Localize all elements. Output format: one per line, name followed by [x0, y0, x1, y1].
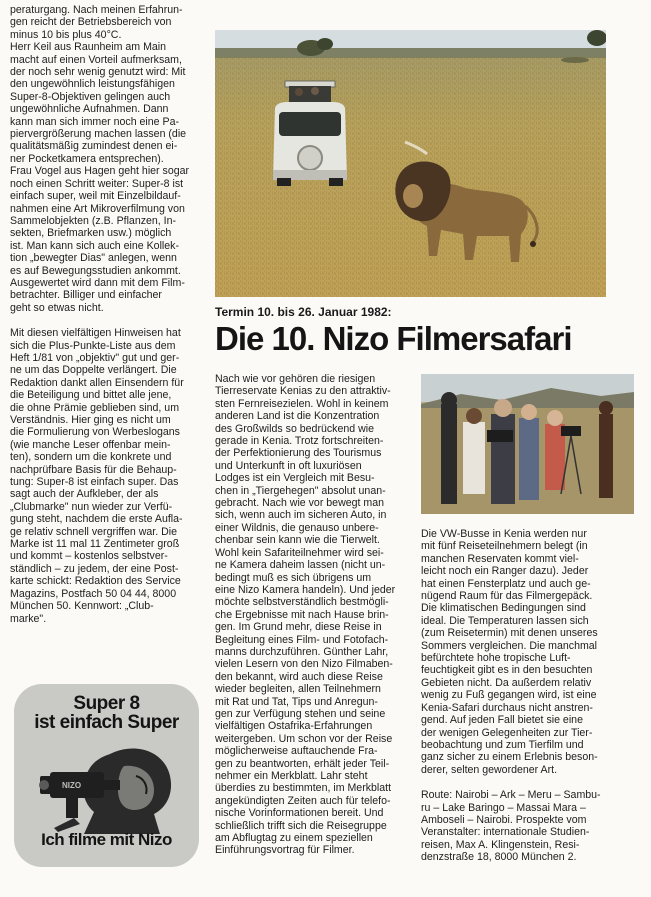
- sticker-slogan: Super 8 ist einfach Super: [34, 693, 179, 733]
- article-middle-column: [215, 373, 405, 857]
- sticker-tagline: Ich filme mit Nizo: [41, 830, 172, 849]
- safari-lion-photo: [215, 30, 606, 297]
- article-right-column: [421, 528, 636, 864]
- article-headline: Die 10. Nizo Filmersafari: [215, 320, 572, 357]
- article-body-right: Die VW-Busse in Kenia werden nur mit fünf Reiseteilnehmern belegt (in manchen Reservaten kommt viel- leicht noch ein Ranger dazu). Jeder hat einen Fensterplatz und auch ge- nügend Raum für das Filmergepäck. Die klimatischen Bedingungen sind ideal. Die Temperaturen lassen sich (zum Reisetermin) mit denen unseres Sommers vergleichen. Die manchmal befürchtete hohe tropische Luft- feuchtigkeit gibt es in den besuchten Gebieten nicht. Da außerdem relativ wenig zu Fuß gegangen wird, ist eine Kenia-Safari durchaus nicht anstren- gend. Auf jeden Fall bietet sie eine der wenigen Gelegenheiten zur Tier- beobachtung und zum Tierfilm und ganz sicher zu einem Erlebnis beson- derer, selten gewordener Art.: [421, 528, 598, 776]
- event-date-line: Termin 10. bis 26. Januar 1982:: [215, 305, 392, 319]
- left-paragraph-1: peraturgang. Nach meinen Erfahrun- gen reicht der Betriebsbereich von minus 10 bis plus 40°C. Herr Keil aus Raunheim am Main macht auf einen Vorteil aufmerksam, der noch sehr wenig genutzt wird: Mit den ungewöhnlich leistungsfähigen Super-8-Objektiven gelingen auch ungewöhnliche Aufnahmen. Dann kann man sich immer noch eine Pa- piervergrößerung machen lassen (die qualitätsmäßig zumindest denen ei- ner Pocketkamera entsprechen). Frau Vogel aus Hagen geht hier sogar noch einen Schritt weiter: Super-8 ist einfach super, weil mit Einzelbildauf- nahmen eine Art Mikroverfilmung von Sammelobjekten (z.B. Pflanzen, In- sekten, Briefmarken usw.) möglich ist. Man kann sich auch eine Kollek- tion „bewegter Dias" anlegen, wenn es auf Bewegungsstudien ankommt. Ausgewertet wird dann mit dem Film- betrachter. Billiger und einfacher geht so etwas nicht.: [10, 4, 190, 314]
- left-paragraph-2: Mit diesen vielfältigen Hinweisen hat sich die Plus-Punkte-Liste aus dem Heft 1/81 von „objektiv" gut und ger- ne um das Doppelte verlängert. Die Redaktion dankt allen Einsendern für die Beteiligung und bittet alle jene, die ohne Prämie geblieben sind, um Verständnis. Hier ging es nicht um die Formulierung von Werbeslogans (wie manche Leser offenbar mein- ten), sondern um die konkrete und nachprüfbare Basis für die Behaup- tung: Super-8 ist einfach super. Das sagt auch der Aufkleber, der als „Clubmarke" nun wieder zur Verfü- gung steht, nachdem die erste Aufla- ge relativ schnell vergriffen war. Die Marke ist 11 mal 11 Zentimeter groß und kommt – kostenlos selbstver- ständlich – zu jedem, der eine Post- karte schickt: Redaktion des Service Magazins, Postfach 50 04 44, 8000 München 50. Kennwort: „Club- marke".: [10, 327, 184, 625]
- article-body-middle: Nach wie vor gehören die riesigen Tierreservate Kenias zu den attraktiv- sten Fernreisezielen. Wohl in keinem anderen Land ist die Konzentration des Großwilds so bedrückend wie gerade in Kenia. Trotz fortschreiten- der Perfektionierung des Tourismus und Unterkunft in oft luxuriösen Lodges ist ein Vergleich mit Besu- chen in „Tiergehegen" absolut unan- gebracht. Nach wie vor bewegt man sich, wenn auch im sicheren Auto, in einer Wildnis, die genauso unbere- chenbar sein kann wie die Tierwelt. Wohl kein Safariteilnehmer wird sei- ne Kamera daheim lassen (nicht un- bedingt muß es sich übrigens um eine Nizo Kamera handeln). Und jeder möchte selbstverständlich bestmögli- che Ergebnisse mit nach Hause brin- gen. Im Grund mehr, diese Reise in Begleitung eines Film- und Fotofach- manns durchzuführen. Günther Lahr, vielen Lesern von den Nizo Filmaben- den bekannt, wird auch diese Reise wieder begleiten, allen Teilnehmern mit Rat und Tat, Tips und Anregun- gen zur Verfügung stehen und seine vielfältigen Ostafrika-Erfahrungen weitergeben. Um schon vor der Reise möglicherweise auftauchende Fra- gen zu beantworten, erhält jeder Teil- nehmer ein Merkblatt. Lahr steht überdies zu bestimmten, im Merkblatt angekündigten Zeiten auch für telefo- nische Vorinformationen bereit. Und schließlich trifft sich die Reisegruppe am Abflugtag zu einem speziellen Einführungsvortrag für Filmer.: [215, 373, 396, 857]
- svg-text:NIZO: NIZO: [62, 781, 82, 790]
- safari-group-photo: [421, 374, 634, 514]
- left-column: [10, 4, 202, 625]
- route-info: Route: Nairobi – Ark – Meru – Sambu- ru – Lake Baringo – Massai Mara – Amboseli – Nairobi. Prospekte vom Veranstalter: internationale Studien- reisen, Max A. Klingenstein, Resi- denzstraße 18, 8000 München 2.: [421, 789, 601, 864]
- super8-club-sticker: [14, 684, 199, 867]
